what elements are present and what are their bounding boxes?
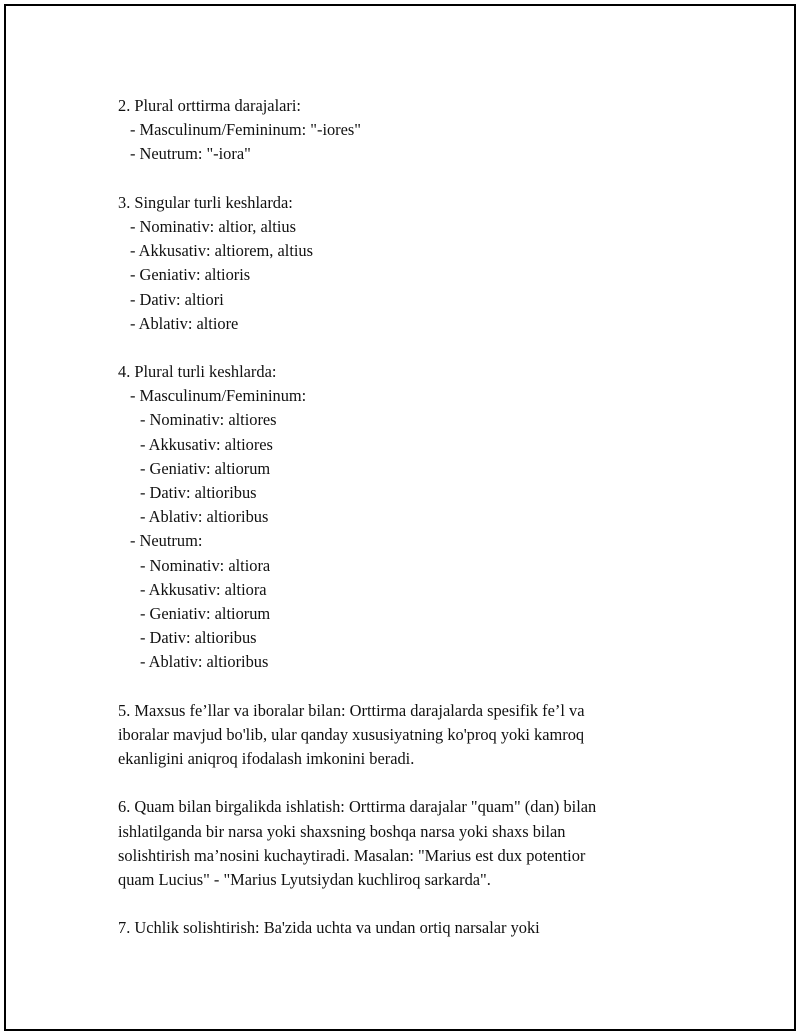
section-3 — [118, 191, 678, 336]
list-item: - Dativ: altioribus — [140, 628, 257, 648]
section-5-paragraph — [118, 699, 678, 772]
paragraph-line: ekanligini aniqroq ifodalash imkonini beradi. — [118, 749, 415, 769]
list-item: - Ablativ: altioribus — [140, 652, 269, 672]
list-item: - Nominativ: altiora — [140, 555, 271, 575]
list-item: - Akkusativ: altiores — [140, 434, 273, 454]
paragraph-line: solishtirish ma’nosini kuchaytiradi. Masalan: "Marius est dux potentior — [118, 845, 586, 865]
paragraph-gap — [118, 336, 678, 360]
list-item: - Geniativ: altioris — [130, 265, 251, 285]
paragraph-gap — [118, 892, 678, 916]
paragraph-line: 6. Quam bilan birgalikda ishlatish: Orttirma darajalar "quam" (dan) bilan — [118, 797, 597, 817]
paragraph-gap — [118, 167, 678, 191]
sub-heading-neutrum: - Neutrum: — [130, 531, 203, 551]
list-item: - Dativ: altiori — [130, 289, 224, 309]
paragraph-gap — [118, 771, 678, 795]
list-item: - Geniativ: altiorum — [140, 458, 271, 478]
list-item: - Akkusativ: altiorem, altius — [130, 241, 314, 261]
list-item: - Neutrum: "-iora" — [130, 144, 251, 164]
list-item: - Ablativ: altioribus — [140, 507, 269, 527]
section-6-paragraph — [118, 795, 678, 892]
list-item: - Dativ: altioribus — [140, 483, 257, 502]
list-item: - Ablativ: altiore — [130, 313, 239, 333]
paragraph-line: iboralar mavjud bo'lib, ular qanday xususiyatning ko'proq yoki kamroq — [118, 724, 585, 744]
list-item: - Nominativ: altior, altius — [130, 216, 296, 236]
list-item: - Akkusativ: altiora — [140, 579, 267, 599]
list-item: - Masculinum/Femininum: "-iores" — [130, 120, 361, 140]
paragraph-line: ishlatilganda bir narsa yoki shaxsning boshqa narsa yoki shaxs bilan — [118, 821, 566, 841]
paragraph-line: 5. Maxsus fe’llar va iboralar bilan: Orttirma darajalarda spesifik fe’l va — [118, 700, 585, 720]
list-item: - Nominativ: altiores — [140, 410, 277, 430]
section-heading: 3. Singular turli keshlarda: — [118, 192, 293, 212]
section-2 — [118, 94, 678, 167]
paragraph-line: quam Lucius" - "Marius Lyutsiydan kuchliroq sarkarda". — [118, 870, 491, 889]
sub-heading-masculinum: - Masculinum/Femininum: — [130, 386, 307, 406]
paragraph-gap — [118, 675, 678, 699]
section-heading: 2. Plural orttirma darajalari: — [118, 96, 301, 115]
document-body — [118, 94, 678, 941]
list-item: - Geniativ: altiorum — [140, 603, 271, 623]
section-7-paragraph — [118, 916, 678, 940]
section-heading: 4. Plural turli keshlarda: — [118, 362, 277, 382]
paragraph-line: 7. Uchlik solishtirish: Ba'zida uchta va undan ortiq narsalar yoki — [118, 918, 540, 938]
section-4 — [118, 360, 678, 674]
